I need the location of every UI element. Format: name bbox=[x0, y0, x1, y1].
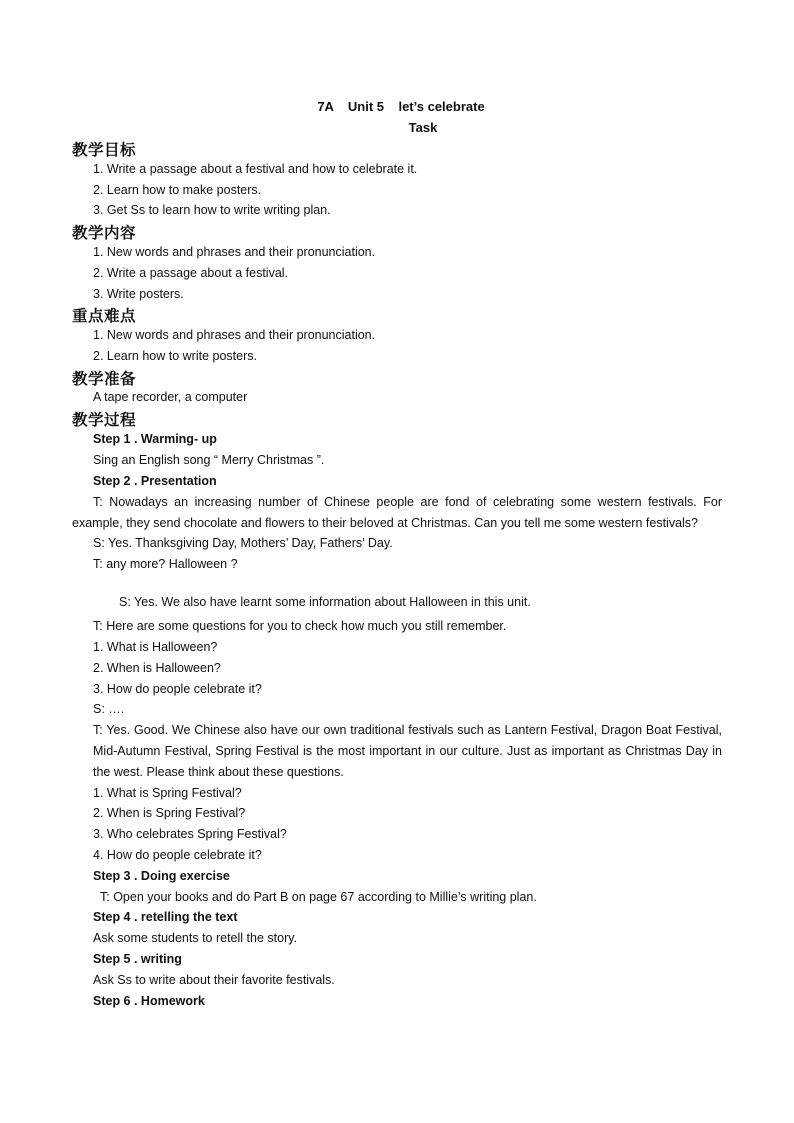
content-item: 1. New words and phrases and their pronunciation. bbox=[93, 245, 376, 259]
question-item: 2. When is Spring Festival? bbox=[93, 806, 246, 820]
question-item: 1. What is Halloween? bbox=[93, 640, 218, 654]
step-5-title: Step 5 . writing bbox=[93, 952, 182, 966]
step-4-title: Step 4 . retelling the text bbox=[93, 910, 238, 924]
objective-item: 2. Learn how to make posters. bbox=[93, 183, 262, 197]
dialogue-line-indented: S: Yes. We also have learnt some information about Halloween in this unit. bbox=[119, 595, 531, 609]
content-heading: 教学内容 bbox=[72, 224, 137, 242]
preparation-heading: 教学准备 bbox=[72, 370, 137, 388]
step-3-text: T: Open your books and do Part B on page 67 according to Millie’s writing plan. bbox=[100, 890, 537, 904]
dialogue-line: T: any more? Halloween ? bbox=[93, 557, 238, 571]
step-1-title: Step 1 . Warming- up bbox=[93, 432, 217, 446]
step-2-paragraph: T: Nowadays an increasing number of Chinese people are fond of celebrating some western festivals. For example, they send chocolate and flowers to their beloved at Christmas. Can you tell me some western festivals? bbox=[72, 495, 722, 530]
objectives-heading: 教学目标 bbox=[72, 141, 137, 159]
step-1-text: Sing an English song “ Merry Christmas ”. bbox=[93, 453, 325, 467]
key-points-heading: 重点难点 bbox=[72, 307, 137, 325]
objective-item: 1. Write a passage about a festival and how to celebrate it. bbox=[93, 162, 418, 176]
document-title: 7A Unit 5 let’s celebrate bbox=[317, 99, 485, 114]
key-point-item: 2. Learn how to write posters. bbox=[93, 349, 257, 363]
preparation-item: A tape recorder, a computer bbox=[93, 390, 248, 404]
question-item: 3. Who celebrates Spring Festival? bbox=[93, 827, 287, 841]
key-point-item: 1. New words and phrases and their pronunciation. bbox=[93, 328, 376, 342]
question-item: 3. How do people celebrate it? bbox=[93, 682, 262, 696]
dialogue-line: S: Yes. Thanksgiving Day, Mothers’ Day, Fathers’ Day. bbox=[93, 536, 393, 550]
step-3-title: Step 3 . Doing exercise bbox=[93, 869, 230, 883]
process-heading: 教学过程 bbox=[72, 411, 137, 429]
content-item: 3. Write posters. bbox=[93, 287, 184, 301]
objective-item: 3. Get Ss to learn how to write writing plan. bbox=[93, 203, 331, 217]
step-6-title: Step 6 . Homework bbox=[93, 994, 205, 1008]
question-item: 1. What is Spring Festival? bbox=[93, 786, 242, 800]
content-item: 2. Write a passage about a festival. bbox=[93, 266, 289, 280]
step-4-text: Ask some students to retell the story. bbox=[93, 931, 298, 945]
question-item: 2. When is Halloween? bbox=[93, 661, 221, 675]
step-2-paragraph-2: T: Yes. Good. We Chinese also have our own traditional festivals such as Lantern Festival, Dragon Boat Festival, Mid-Autumn Festival, Spring Festival is the most important in our culture. Just as important as Christmas Day in the west. Please think about these questions. bbox=[93, 723, 722, 779]
step-2-title: Step 2 . Presentation bbox=[93, 474, 217, 488]
dialogue-line: S: …. bbox=[93, 702, 125, 716]
document-subtitle: Task bbox=[408, 120, 438, 135]
dialogue-line: T: Here are some questions for you to check how much you still remember. bbox=[93, 619, 507, 633]
question-item: 4. How do people celebrate it? bbox=[93, 848, 262, 862]
step-5-text: Ask Ss to write about their favorite festivals. bbox=[93, 973, 335, 987]
